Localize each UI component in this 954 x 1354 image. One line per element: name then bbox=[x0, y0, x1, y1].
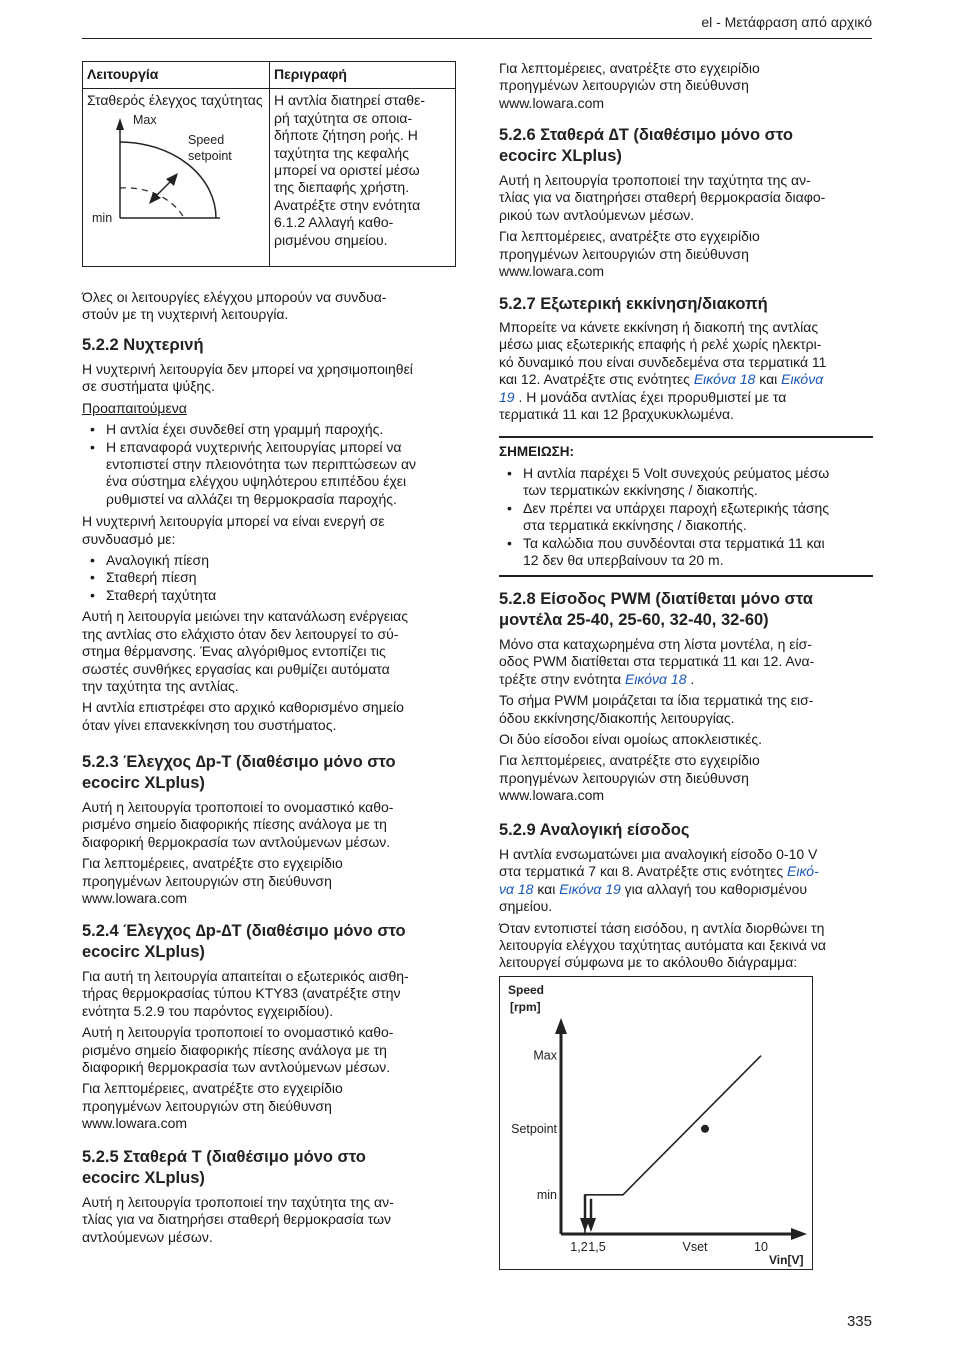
fig-max-label: Max bbox=[133, 112, 157, 127]
list-item: • Η αντλία παρέχει 5 Volt συνεχούς ρεύματος μέσω των τερματικών εκκίνησης / διακοπής. bbox=[499, 465, 877, 500]
fig-speed-label: Speed bbox=[188, 132, 225, 147]
text-line: Για αυτή τη λειτουργία απαιτείται ο εξωτερικός αισθη- bbox=[82, 968, 409, 984]
page-number: 335 bbox=[846, 1313, 872, 1330]
list-item: • Σταθερή ταχύτητα bbox=[82, 587, 462, 604]
text-line: προηγμένων λειτουργιών στη διεύθυνση bbox=[499, 769, 749, 786]
text-line: 19 . Η μονάδα αντλίας έχει προρυθμιστεί με τα bbox=[499, 388, 787, 405]
text-line: Μόνο στα καταχωρημένα στη λίστα μοντέλα, η είσ- bbox=[499, 636, 812, 652]
chart-x-tick-label: 1,2 bbox=[570, 1240, 588, 1254]
text-line: να 18 και Εικόνα 19 για αλλαγή του καθορισμένου bbox=[499, 880, 808, 897]
text-line: Για λεπτομέρειες, ανατρέξτε στο εγχειρίδιο bbox=[499, 228, 760, 245]
text-line: όταν γίνει επανεκκίνηση του συστήματος. bbox=[82, 716, 337, 733]
text-line: προηγμένων λειτουργιών στη διεύθυνση bbox=[499, 245, 749, 262]
prerequisites-list bbox=[82, 421, 462, 508]
website-link[interactable]: www.lowara.com bbox=[82, 1115, 188, 1132]
text-line: Αυτή η λειτουργία τροποποιεί το ονομαστικό καθο- bbox=[82, 1024, 394, 1041]
figure-18-link[interactable]: Εικόνα 18 bbox=[693, 371, 756, 388]
text-line: Η αντλία ενσωματώνει μια αναλογική είσοδο 0-10 V bbox=[499, 846, 818, 862]
list-item: • Αναλογική πίεση bbox=[82, 552, 462, 569]
section-5-2-5-title: 5.2.5 Σταθερά T (διαθέσιμο μόνο στο ecocirc XLplus) bbox=[82, 1148, 366, 1187]
constant-speed-figure bbox=[87, 112, 265, 232]
text-line: της αντλίας στο ελάχιστο όταν δεν λειτουργεί το σύ- bbox=[82, 625, 399, 642]
text-line: σωστές συνθήκες εργασίας και ρυθμίζει αυτόματα bbox=[82, 660, 390, 677]
text-line: στα τερματικά 7 και 8. Ανατρέξτε στις ενότητες Εικό- bbox=[499, 863, 819, 880]
list-item: • Σταθερή πίεση bbox=[82, 569, 462, 586]
chart-y-tick-label: Setpoint bbox=[511, 1121, 557, 1136]
table-header-function: Λειτουργία bbox=[83, 62, 270, 89]
text-line: Για λεπτομέρειες, ανατρέξτε στο εγχειρίδιο bbox=[82, 1080, 343, 1097]
fig-setpoint-curve bbox=[120, 188, 184, 218]
combination-list bbox=[82, 552, 462, 604]
text-line: όδου εκκίνησης/διακοπής λειτουργίας. bbox=[499, 709, 735, 726]
table-desc-line: Ανατρέξτε στην ενότητα bbox=[274, 196, 421, 213]
website-link[interactable]: www.lowara.com bbox=[499, 787, 605, 804]
chart-setpoint-marker bbox=[701, 1125, 709, 1133]
note-top-rule bbox=[499, 436, 873, 438]
figure-19-link[interactable]: Εικόνα bbox=[781, 371, 824, 388]
table-desc-line: της διεπαφής χρήστη. bbox=[274, 179, 410, 196]
chart-ylabel-line2: [rpm] bbox=[510, 1000, 541, 1014]
text-line: ρικού των αντλούμενων μέσων. bbox=[499, 206, 695, 223]
text-line: Αυτή η λειτουργία τροποποιεί το ονομαστικό καθο- bbox=[82, 799, 394, 815]
chart-x-tick-label: 1,5 bbox=[588, 1240, 606, 1254]
list-item: • Η αντλία έχει συνδεθεί στη γραμμή παροχής. bbox=[82, 421, 462, 438]
text-line: προηγμένων λειτουργιών στη διεύθυνση bbox=[82, 872, 332, 889]
chart-x-tick-label: 10 bbox=[754, 1240, 768, 1254]
text-line: Αυτή η λειτουργία τροποποιεί την ταχύτητα της αν- bbox=[82, 1194, 394, 1210]
table-cell-function bbox=[83, 89, 270, 267]
website-link[interactable]: www.lowara.com bbox=[82, 890, 188, 907]
fig-min-label: min bbox=[92, 210, 113, 225]
text-line: λειτουργία ελέγχου ταχύτητας αυτόματα και ξεκινά να bbox=[499, 937, 826, 954]
table-header-description: Περιγραφή bbox=[270, 62, 456, 89]
text-line: τρέξτε στην ενότητα Εικόνα 18 . bbox=[499, 670, 695, 687]
table-desc-line: δήποτε ζήτηση ροής. Η bbox=[274, 127, 418, 144]
figure-19-link-cont[interactable]: 19 bbox=[499, 388, 515, 405]
table-desc-line: ταχύτητα της κεφαλής bbox=[274, 144, 409, 161]
prerequisites-label: Προαπαιτούμενα bbox=[82, 399, 187, 416]
website-link[interactable]: www.lowara.com bbox=[499, 263, 605, 280]
section-5-2-4-body bbox=[82, 968, 462, 1133]
section-5-2-3-body bbox=[82, 799, 456, 907]
text-line: μέσω μιας εξωτερικής επαφής ή ρελέ χωρίς ηλεκτρι- bbox=[499, 336, 822, 353]
text-line: σε συστήματα ψύξης. bbox=[82, 378, 215, 395]
text-line: διαφορική θερμοκρασία των αντλούμενων μέσων. bbox=[82, 1059, 391, 1076]
text-line: συνδυασμό με: bbox=[82, 530, 176, 547]
chart-ylabel-line1: Speed bbox=[508, 983, 545, 997]
text-line: Η αντλία επιστρέφει στο αρχικό καθορισμένο σημείο bbox=[82, 699, 404, 716]
table-desc-line: ρισμένου σημείου. bbox=[274, 231, 388, 248]
text-line: Η νυχτερινή λειτουργία μπορεί να είναι ενεργή σε bbox=[82, 513, 385, 530]
note-list bbox=[499, 465, 877, 569]
text-line: τλίας για να διατηρήσει σταθερή θερμοκρασία των bbox=[82, 1211, 392, 1228]
text-line: και 12. Ανατρέξτε στις ενότητες Εικόνα 18 και Εικόνα bbox=[499, 371, 824, 388]
list-item: • Δεν πρέπει να υπάρχει παροχή εξωτερικής τάσης στα τερματικά εκκίνησης / διακοπής. bbox=[499, 500, 877, 535]
text-line: κό δυναμικό που είναι συνδεδεμένα στα τερματικά 11 bbox=[499, 353, 827, 370]
text-line: Για λεπτομέρειες, ανατρέξτε στο εγχειρίδιο bbox=[499, 752, 760, 769]
section-5-2-2-title: 5.2.2 Νυχτερινή bbox=[82, 336, 204, 354]
text-line: Για λεπτομέρειες, ανατρέξτε στο εγχειρίδιο bbox=[82, 855, 343, 872]
text-line: Αυτή η λειτουργία μειώνει την κατανάλωση ενέργειας bbox=[82, 608, 408, 625]
note-bottom-rule bbox=[499, 575, 873, 577]
section-5-2-6-body bbox=[499, 172, 879, 280]
text-line: τερματικά 11 και 12 βραχυκυκλωμένα. bbox=[499, 406, 734, 423]
running-header: el - Μετάφραση από αρχικό bbox=[701, 14, 872, 30]
text-line: στούν με τη νυχτερινή λειτουργία. bbox=[82, 306, 289, 323]
text-line: λειτουργεί σύμφωνα με το ακόλουθο διάγραμμα: bbox=[499, 954, 798, 971]
section-5-2-9-title: 5.2.9 Αναλογική είσοδος bbox=[499, 821, 690, 839]
chart-y-tick-label: min bbox=[536, 1187, 557, 1202]
text-line: οδος PWM διατίθεται στα τερματικά 11 και 12. Ανα- bbox=[499, 653, 815, 670]
text-line: προηγμένων λειτουργιών στη διεύθυνση bbox=[499, 77, 749, 94]
section-5-2-7-body bbox=[499, 319, 879, 423]
table-desc-line: 6.1.2 Αλλαγή καθο- bbox=[274, 214, 394, 231]
text-line: σημείου. bbox=[499, 898, 553, 915]
text-line: ρισμένο σημείο διαφορικής πίεσης ανάλογα με τη bbox=[82, 816, 387, 833]
text-line: ενότητα 5.2.9 του παρόντος εγχειριδίου). bbox=[82, 1002, 334, 1019]
text-line: τλίας για να διατηρήσει σταθερή θερμοκρασία διαφο- bbox=[499, 189, 826, 206]
right-intro-manual bbox=[499, 60, 873, 112]
section-5-2-4-title: 5.2.4 Έλεγχος ∆p-∆T (διαθέσιμο μόνο στο ecocirc XLplus) bbox=[82, 922, 406, 961]
figure-19-link[interactable]: Εικόνα bbox=[559, 880, 602, 897]
list-item: • Η επαναφορά νυχτερινής λειτουργίας μπορεί να εντοπιστεί στην πλειονότητα των περιπτώσεων αν ένα σύστημα ελέγχου υψηλότερου επιπέδου έχει ρυθμιστεί να αλλάζει τη θερμοκρασία παροχής. bbox=[82, 439, 462, 509]
section-5-2-3-title: 5.2.3 Έλεγχος ∆p-T (διαθέσιμο μόνο στο ecocirc XLplus) bbox=[82, 753, 396, 792]
function-name: Σταθερός έλεγχος ταχύτητας bbox=[87, 92, 263, 109]
text-line: Όλες οι λειτουργίες ελέγχου μπορούν να συνδυα- bbox=[82, 289, 387, 305]
table-cell-description bbox=[270, 89, 456, 267]
text-line: Αυτή η λειτουργία τροποποιεί την ταχύτητα της αν- bbox=[499, 172, 811, 188]
text-line: διαφορική θερμοκρασία των αντλούμενων μέσων. bbox=[82, 833, 391, 850]
text-line: Οι δύο είσοδοι είναι ομοίως αποκλειστικές. bbox=[499, 731, 762, 748]
text-line: Μπορείτε να κάνετε εκκίνηση ή διακοπή της αντλίας bbox=[499, 319, 819, 335]
section-5-2-8-body bbox=[499, 636, 879, 805]
text-line: την ταχύτητα της αντλίας. bbox=[82, 677, 239, 694]
fig-setpoint-label: setpoint bbox=[188, 148, 232, 163]
chart-y-tick-label: Max bbox=[533, 1048, 557, 1063]
table-desc-line: μπορεί να οριστεί μέσω bbox=[274, 162, 420, 179]
figure-19-link-cont[interactable]: 19 bbox=[605, 880, 621, 897]
function-table-wrapper bbox=[82, 61, 456, 267]
figure-18-link[interactable]: Εικόνα 18 bbox=[624, 670, 687, 687]
text-line: Όταν εντοπιστεί τάση εισόδου, η αντλία διορθώνει τη bbox=[499, 919, 825, 936]
function-table bbox=[82, 61, 456, 267]
note-label: ΣΗΜΕΙΩΣΗ: bbox=[499, 444, 575, 459]
after-table-paragraph bbox=[82, 289, 456, 324]
figure-18-link-cont[interactable]: να 18 bbox=[499, 880, 534, 897]
website-link[interactable]: www.lowara.com bbox=[499, 94, 605, 111]
chart-x-tick-label: Vset bbox=[682, 1240, 708, 1254]
analog-input-chart bbox=[499, 976, 813, 1271]
text-line: Το σήμα PWM μοιράζεται τα ίδια τερματικά της εισ- bbox=[499, 692, 814, 709]
text-line: ρισμένο σημείο διαφορικής πίεσης ανάλογα με τη bbox=[82, 1041, 387, 1058]
text-line: στημα θέρμανσης. Ένας αλγόριθμος εντοπίζει τις bbox=[82, 643, 386, 660]
text-line: τήρας θερμοκρασίας τύπου KTY83 (ανατρέξτε στην bbox=[82, 985, 401, 1002]
section-5-2-9-body bbox=[499, 846, 879, 972]
section-5-2-6-title: 5.2.6 Σταθερά ∆T (διαθέσιμο μόνο στο ecocirc XLplus) bbox=[499, 126, 793, 165]
chart-xlabel: Vin[V] bbox=[769, 1253, 804, 1267]
text-line: Για λεπτομέρειες, ανατρέξτε στο εγχειρίδιο bbox=[499, 60, 760, 76]
table-desc-line: Η αντλία διατηρεί σταθε- bbox=[274, 92, 425, 109]
text-line: αντλούμενων μέσων. bbox=[82, 1228, 213, 1245]
fig-y-arrow bbox=[116, 118, 124, 130]
figure-18-link[interactable]: Εικό- bbox=[787, 863, 819, 880]
section-5-2-2-body bbox=[82, 361, 462, 734]
section-5-2-7-title: 5.2.7 Εξωτερική εκκίνηση/διακοπή bbox=[499, 295, 768, 313]
text-line: Η νυχτερινή λειτουργία δεν μπορεί να χρησιμοποιηθεί bbox=[82, 361, 413, 377]
header-rule bbox=[82, 38, 872, 39]
text-line: προηγμένων λειτουργιών στη διεύθυνση bbox=[82, 1097, 332, 1114]
table-desc-line: ρή ταχύτητα σε οποια- bbox=[274, 109, 413, 126]
section-5-2-5-body bbox=[82, 1194, 456, 1246]
list-item: • Τα καλώδια που συνδέονται στα τερματικά 11 και 12 δεν θα υπερβαίνουν τα 20 m. bbox=[499, 535, 877, 570]
section-5-2-8-title: 5.2.8 Είσοδος PWM (διατίθεται μόνο στα μοντέλα 25-40, 25-60, 32-40, 32-60) bbox=[499, 590, 813, 629]
